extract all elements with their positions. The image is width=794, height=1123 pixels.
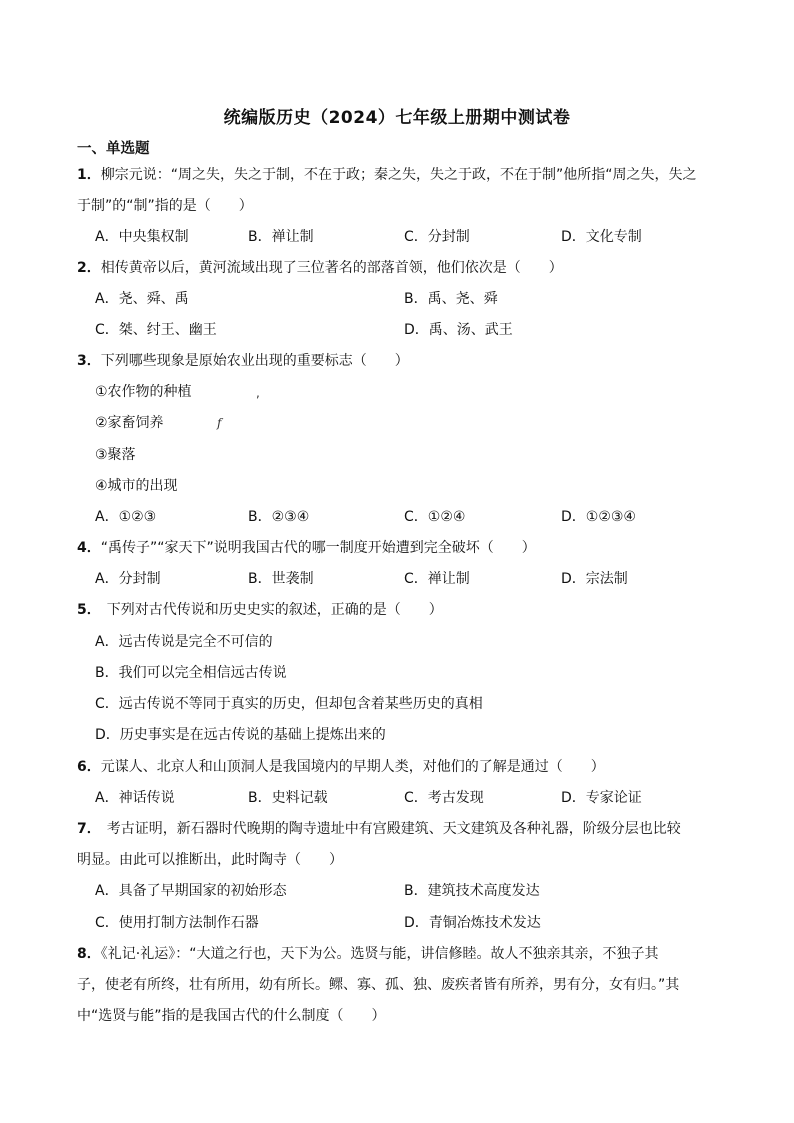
q3-item-2: ②家畜饲养: [95, 415, 164, 431]
question-number: 6．: [77, 759, 101, 775]
question-text: 相传黄帝以后，黄河流域出现了三位著名的部落首领，他们依次是（ ）: [100, 260, 563, 276]
q7-option-b[interactable]: B．建筑技术高度发达: [404, 883, 540, 899]
q3-option-d[interactable]: D．①②③④: [561, 509, 636, 525]
question-text: 下列对古代传说和历史史实的叙述，正确的是（ ）: [106, 602, 443, 618]
question-4: [77, 538, 536, 558]
q1-option-a[interactable]: A．中央集权制: [95, 229, 189, 245]
q5-option-c[interactable]: C．远古传说不等同于真实的历史，但却包含着某些历史的真相: [95, 696, 483, 712]
question-7: [77, 819, 681, 839]
question-8-cont-2: 中“选贤与能”指的是我国古代的什么制度（ ）: [77, 1008, 386, 1024]
q3-option-b[interactable]: B．②③④: [248, 509, 310, 525]
question-3: [77, 351, 409, 371]
q6-option-c[interactable]: C．考古发现: [404, 790, 484, 806]
q5-option-a[interactable]: A．远古传说是完全不可信的: [95, 634, 273, 650]
question-text: 《礼记·礼运》：“大道之行也，天下为公。选贤与能，讲信修睦。故人不独亲其亲，不独子其: [100, 946, 659, 962]
q6-option-b[interactable]: B．史料记载: [248, 790, 328, 806]
q6-option-d[interactable]: D．专家论证: [561, 790, 642, 806]
question-6: [77, 757, 605, 777]
question-5: [77, 600, 443, 620]
question-text: 考古证明，新石器时代晚期的陶寺遗址中有宫殿建筑、天文建筑及各种礼器，阶级分层也比较: [106, 821, 681, 837]
question-number: 3．: [77, 353, 101, 369]
section-heading: 一、单选题: [77, 141, 150, 157]
q7-option-c[interactable]: C．使用打制方法制作石器: [95, 915, 259, 931]
question-number: 5．: [77, 602, 101, 618]
question-7-cont: 明显。由此可以推断出，此时陶寺（ ）: [77, 852, 343, 868]
question-number: 8．: [77, 946, 101, 962]
q2-option-c[interactable]: C．桀、纣王、幽王: [95, 322, 217, 338]
question-8-cont-1: 子，使老有所终，壮有所用，幼有所长。鳏、寡、孤、独、废疾者皆有所养，男有分，女有归。”其: [77, 977, 680, 993]
q2-option-b[interactable]: B．禹、尧、舜: [404, 291, 498, 307]
q3-item-4: ④城市的出现: [95, 478, 178, 494]
question-1-cont: 于制”的“制”指的是（ ）: [77, 198, 253, 214]
q4-option-c[interactable]: C．禅让制: [404, 571, 470, 587]
q3-item-1: ①农作物的种植: [95, 384, 192, 400]
q2-option-d[interactable]: D．禹、汤、武王: [404, 322, 513, 338]
stray-f-mark: f: [217, 416, 222, 430]
stray-comma: ,: [256, 386, 260, 400]
question-text: 元谋人、北京人和山顶洞人是我国境内的早期人类，对他们的了解是通过（ ）: [100, 759, 605, 775]
question-text: 柳宗元说：“周之失，失之于制，不在于政；秦之失，失之于政，不在于制”他所指“周之失，失之: [100, 167, 697, 183]
q7-option-d[interactable]: D．青铜冶炼技术发达: [404, 915, 541, 931]
question-text: “禹传子”“家天下”说明我国古代的哪一制度开始遭到完全破坏（ ）: [100, 540, 536, 556]
question-number: 1．: [77, 167, 101, 183]
q5-option-d[interactable]: D．历史事实是在远古传说的基础上提炼出来的: [95, 727, 386, 743]
q2-option-a[interactable]: A．尧、舜、禹: [95, 291, 189, 307]
q1-option-b[interactable]: B．禅让制: [248, 229, 314, 245]
q5-option-b[interactable]: B．我们可以完全相信远古传说: [95, 665, 287, 681]
question-2: [77, 258, 563, 278]
question-text: 下列哪些现象是原始农业出现的重要标志（ ）: [100, 353, 409, 369]
q3-option-c[interactable]: C．①②④: [404, 509, 466, 525]
question-number: 2．: [77, 260, 101, 276]
question-number: 4．: [77, 540, 101, 556]
question-8: [77, 944, 658, 964]
q7-option-a[interactable]: A．具备了早期国家的初始形态: [95, 883, 287, 899]
q3-option-a[interactable]: A．①②③: [95, 509, 157, 525]
exam-title: 统编版历史（2024）七年级上册期中测试卷: [223, 108, 571, 128]
q1-option-d[interactable]: D．文化专制: [561, 229, 642, 245]
question-number: 7．: [77, 821, 101, 837]
q3-item-3: ③聚落: [95, 447, 136, 463]
question-1: [77, 165, 697, 185]
q6-option-a[interactable]: A．神话传说: [95, 790, 175, 806]
q4-option-a[interactable]: A．分封制: [95, 571, 161, 587]
q4-option-d[interactable]: D．宗法制: [561, 571, 628, 587]
q1-option-c[interactable]: C．分封制: [404, 229, 470, 245]
q4-option-b[interactable]: B．世袭制: [248, 571, 314, 587]
